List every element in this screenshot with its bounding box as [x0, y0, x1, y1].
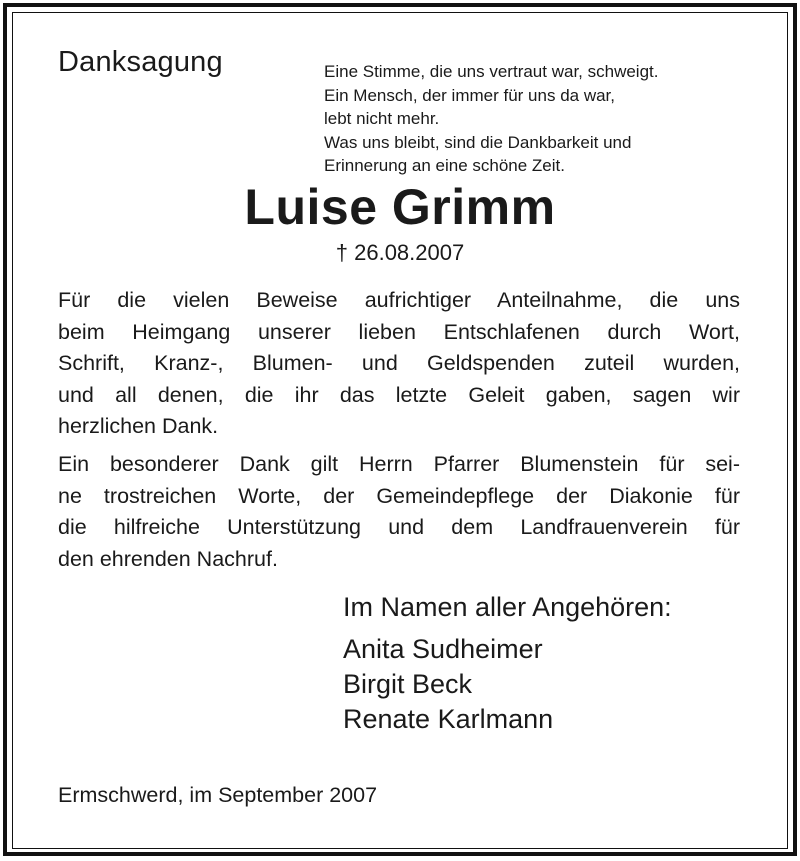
paragraph-line: beim Heimgang unserer lieben Entschlafenen durch Wort,	[58, 319, 740, 344]
relative-name: Anita Sudheimer	[343, 634, 543, 664]
poem-line: Ein Mensch, der immer für uns da war,	[324, 85, 616, 105]
paragraph-line: ne trostreichen Worte, der Gemeindepflege der Diakonie für	[58, 483, 740, 508]
special-thanks-paragraph	[58, 449, 740, 575]
paragraph-line: Ein besonderer Dank gilt Herrn Pfarrer Blumenstein für sei-	[58, 452, 740, 476]
relative-name: Renate Karlmann	[343, 704, 554, 734]
paragraph-line: und all denen, die ihr das letzte Geleit gaben, sagen wir	[58, 382, 740, 407]
poem-line: Eine Stimme, die uns vertraut war, schweigt.	[324, 62, 659, 81]
relative-name: Birgit Beck	[343, 669, 473, 699]
paragraph-line: herzlichen Dank.	[58, 414, 219, 438]
place-and-date: Ermschwerd, im September 2007	[58, 783, 378, 807]
paragraph-line: die hilfreiche Unterstützung und dem Landfrauenverein für	[58, 515, 740, 539]
death-date: † 26.08.2007	[335, 240, 465, 265]
signoff-intro: Im Namen aller Angehören:	[343, 592, 672, 622]
poem-line: Was uns bleibt, sind die Dankbarkeit und	[324, 132, 632, 152]
signoff-names	[343, 632, 672, 737]
poem	[324, 60, 764, 178]
signoff	[343, 590, 672, 737]
poem-line: lebt nicht mehr.	[324, 109, 440, 128]
notice-heading: Danksagung	[58, 46, 223, 78]
thanks-paragraph	[58, 285, 740, 443]
poem-line: Erinnerung an eine schöne Zeit.	[324, 156, 565, 175]
paragraph-line: Schrift, Kranz-, Blumen- und Geldspenden zuteil wurden,	[58, 351, 740, 375]
paragraph-line: Für die vielen Beweise aufrichtiger Anteilnahme, die uns	[58, 288, 740, 312]
deceased-name: Luise Grimm	[244, 179, 556, 235]
paragraph-line: den ehrenden Nachruf.	[58, 546, 278, 571]
